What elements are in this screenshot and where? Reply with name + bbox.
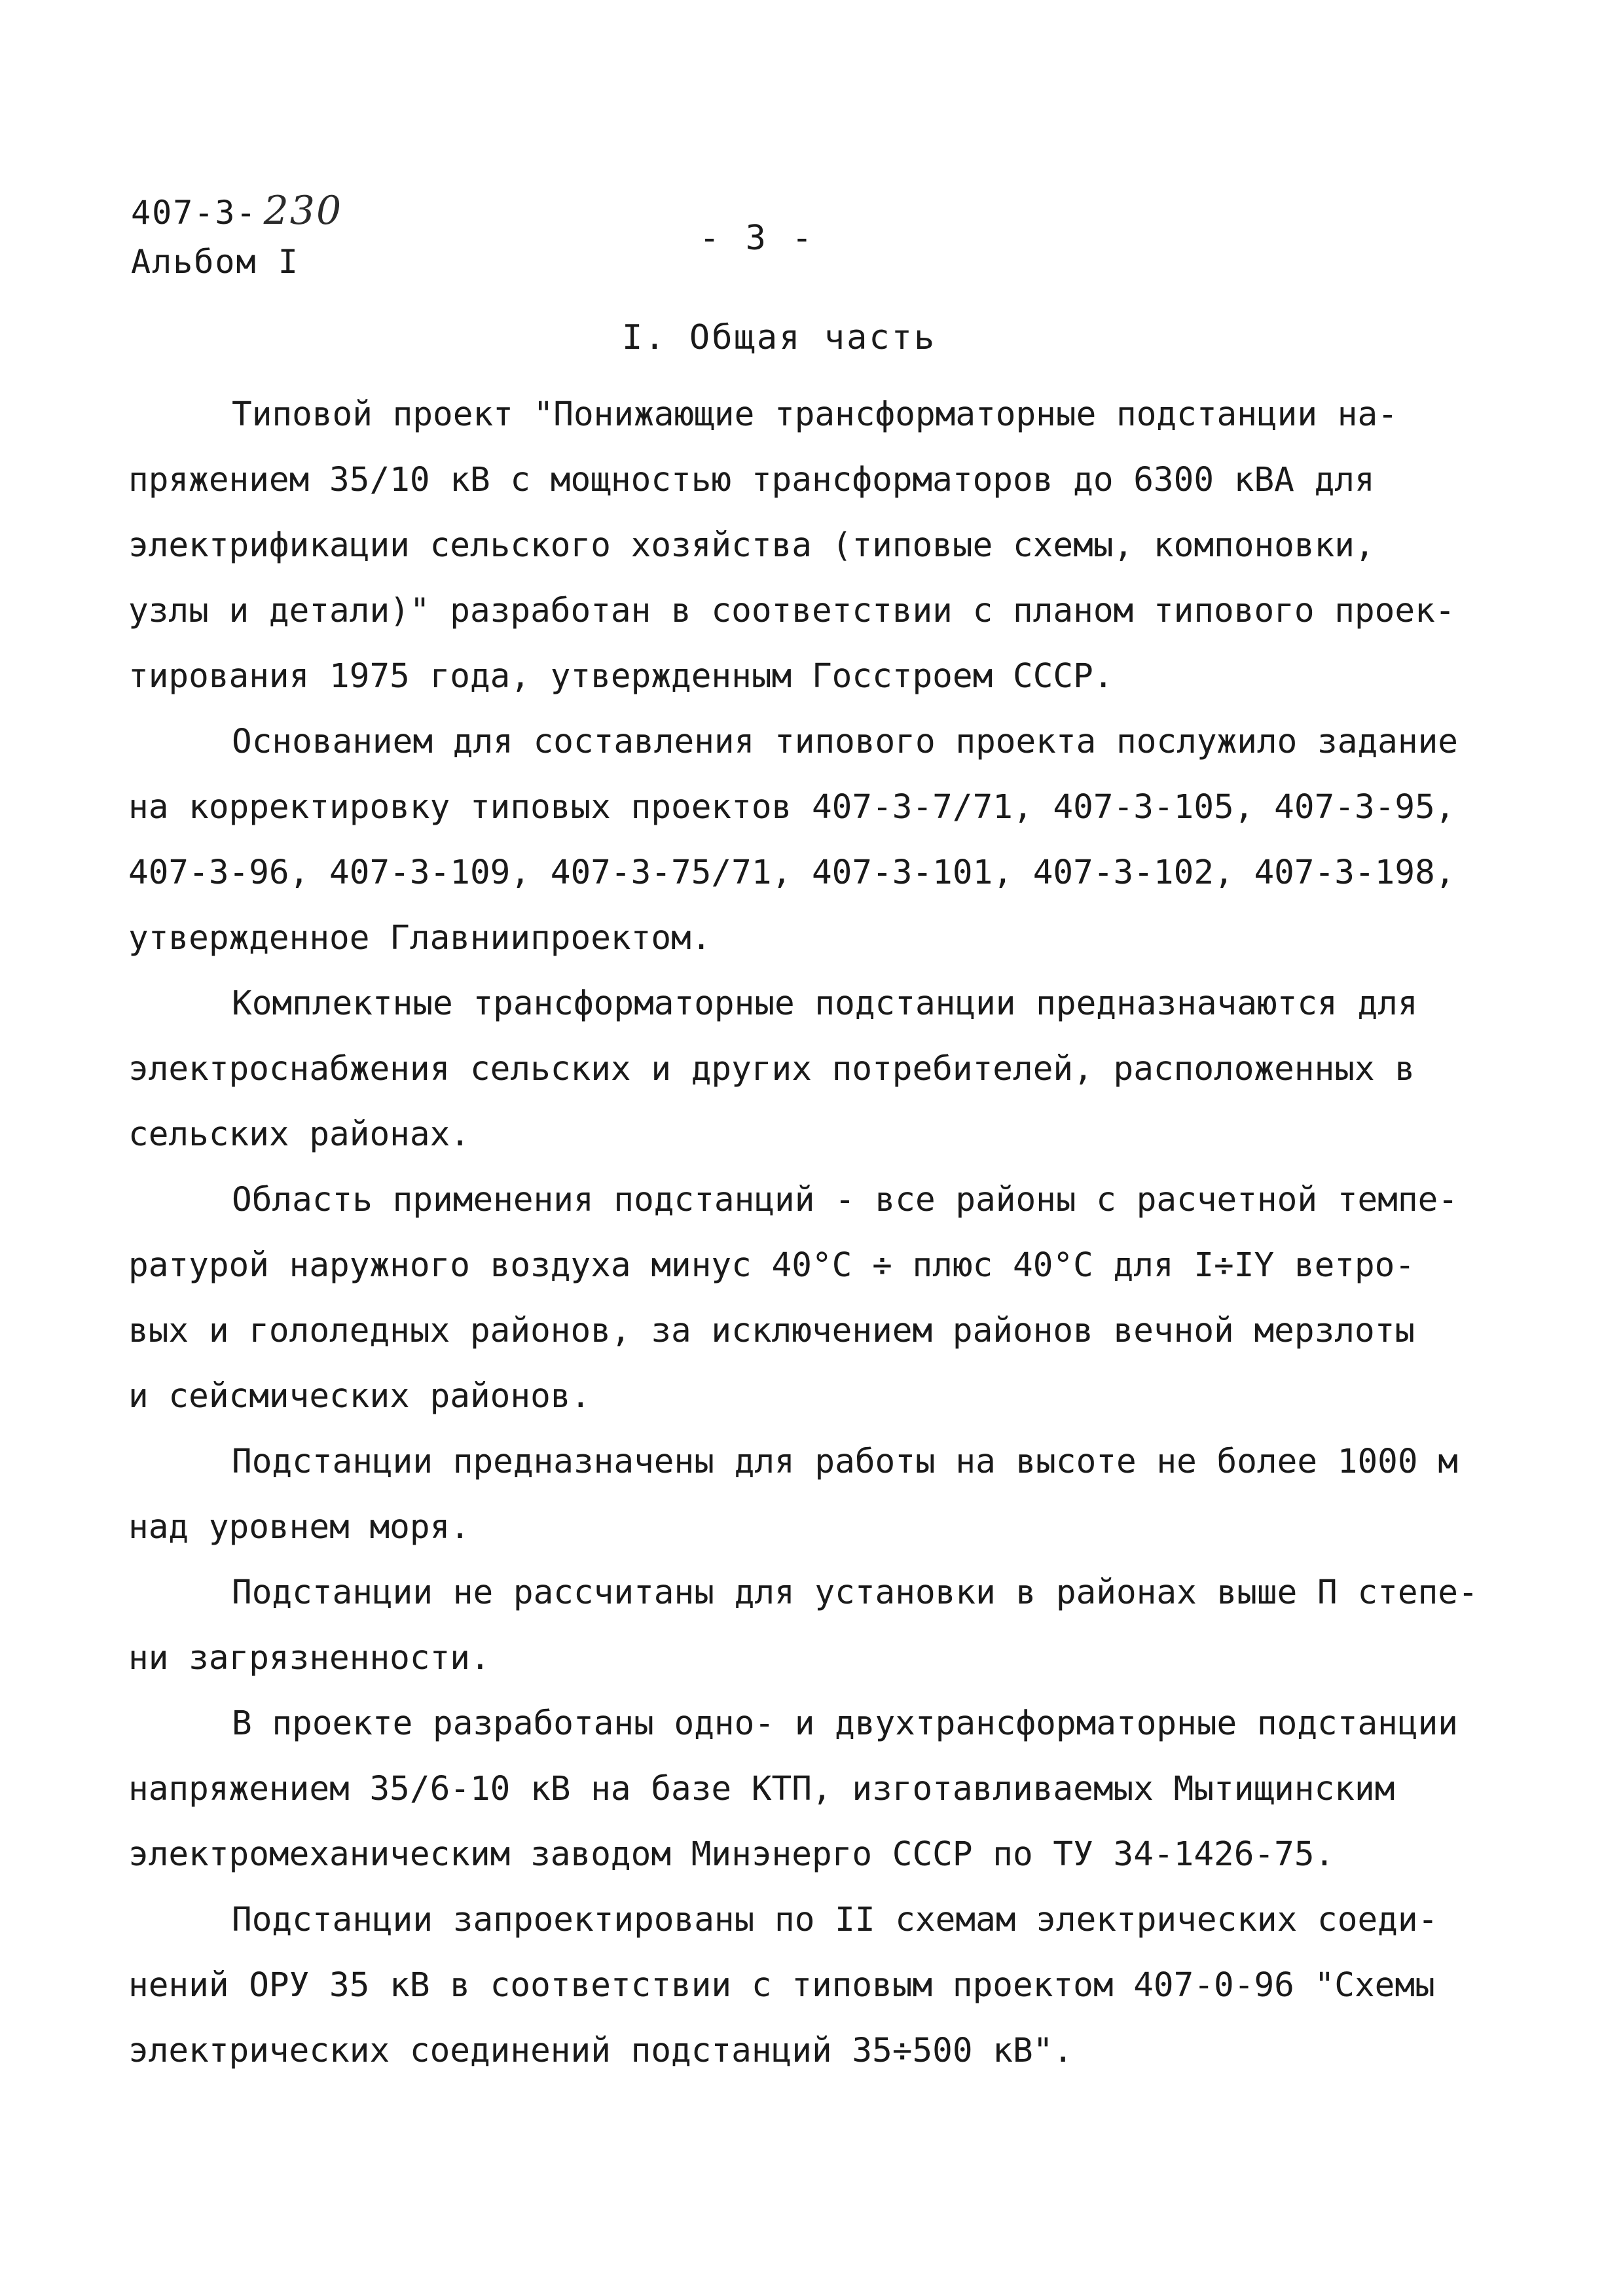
text-line: Основанием для составления типового проекта послужило задание xyxy=(232,723,1458,761)
text-line: и сейсмических районов. xyxy=(128,1377,591,1416)
text-line: нений ОРУ 35 кВ в соответствии с типовым проектом 407-0-96 "Схемы xyxy=(128,1966,1435,2005)
text-line: утвержденное Главниипроектом. xyxy=(128,919,712,958)
text-line: узлы и детали)" разработан в соответствии с планом типового проек- xyxy=(128,592,1455,630)
text-line: электромеханическим заводом Минэнерго СССР по ТУ 34-1426-75. xyxy=(128,1835,1335,1874)
text-line: Типовой проект "Понижающие трансформаторные подстанции на- xyxy=(232,395,1398,434)
document-code-handwritten-number: 230 xyxy=(263,188,343,234)
body-text xyxy=(128,382,1490,2084)
document-code xyxy=(131,188,343,234)
text-line: электрических соединений подстанций 35÷500 кВ". xyxy=(128,2032,1074,2070)
text-line: Подстанции не рассчитаны для установки в районах выше П степе- xyxy=(232,1573,1478,1612)
text-line: пряжением 35/10 кВ с мощностью трансформаторов до 6300 кВА для xyxy=(128,461,1375,499)
text-line: ни загрязненности. xyxy=(128,1639,490,1677)
text-line: напряжением 35/6-10 кВ на базе КТП, изготавливаемых Мытищинским xyxy=(128,1770,1395,1808)
text-line: на корректировку типовых проектов 407-3-7/71, 407-3-105, 407-3-95, xyxy=(128,788,1455,827)
text-line: 407-3-96, 407-3-109, 407-3-75/71, 407-3-101, 407-3-102, 407-3-198, xyxy=(128,853,1455,892)
text-line: Подстанции предназначены для работы на высоте не более 1000 м xyxy=(232,1443,1458,1481)
text-line: Комплектные трансформаторные подстанции предназначаются для xyxy=(232,984,1418,1023)
text-line: Область применения подстанций - все районы с расчетной темпе- xyxy=(232,1181,1458,1219)
text-line: тирования 1975 года, утвержденным Госстроем СССР. xyxy=(128,657,1114,696)
text-line: сельских районах. xyxy=(128,1115,470,1154)
album-label: Альбом I xyxy=(131,243,299,281)
text-line: Подстанции запроектированы по II схемам электрических соеди- xyxy=(232,1901,1438,1939)
text-line: В проекте разработаны одно- и двухтрансформаторные подстанции xyxy=(232,1704,1458,1743)
text-line: вых и гололедных районов, за исключением районов вечной мерзлоты xyxy=(128,1312,1415,1350)
page-number: - 3 - xyxy=(699,219,815,258)
text-line: над уровнем моря. xyxy=(128,1508,470,1547)
text-line: ратурой наружного воздуха минус 40°С ÷ плюс 40°С для I÷IY ветро- xyxy=(128,1246,1415,1285)
text-line: электроснабжения сельских и других потребителей, расположенных в xyxy=(128,1050,1415,1088)
text-line: электрификации сельского хозяйства (типовые схемы, компоновки, xyxy=(128,526,1375,565)
section-heading: I. Общая часть xyxy=(622,318,937,357)
document-code-prefix: 407-3- xyxy=(131,194,257,232)
